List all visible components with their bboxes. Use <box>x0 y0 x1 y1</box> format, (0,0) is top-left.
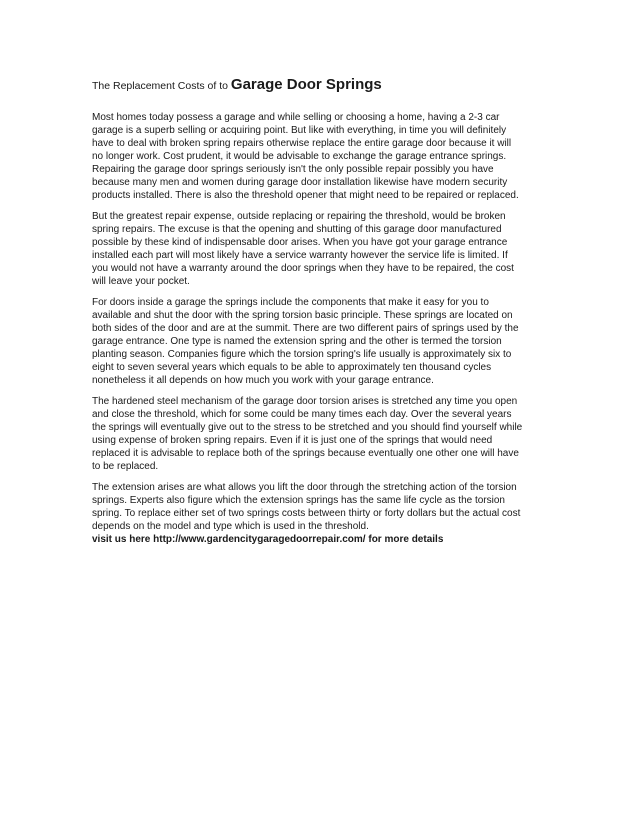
paragraph-line: installed each part will most likely have a service warranty however the service life is limited. If <box>92 250 508 261</box>
paragraph-line: Repairing the garage door springs seriously isn't the only possible repair possibly you have <box>92 164 494 175</box>
paragraph-line: you would not have a warranty around the door springs when they have to be repaired, the cost <box>92 263 514 274</box>
paragraph-line: to be replaced. <box>92 461 159 472</box>
document-page <box>92 74 554 554</box>
paragraph-line: spring repairs. The excuse is that the opening and shutting of this garage door manufactured <box>92 224 502 235</box>
paragraph-line: springs. Experts also figure which the extension springs has the same life cycle as the torsion <box>92 495 505 506</box>
paragraph-line: eight to seven several years which equals to be able to approximately ten thousand cycles <box>92 362 492 373</box>
paragraph-line: both sides of the door and are at the summit. There are two different pairs of springs used by the <box>92 323 519 334</box>
paragraph-5 <box>92 481 554 546</box>
paragraph-line: garage is a superb selling or acquiring point. But like with everything, in time you will definitely <box>92 125 507 136</box>
paragraph-line: depends on the model and type which is used in the threshold. <box>92 521 369 532</box>
paragraph-line: For doors inside a garage the springs include the components that make it easy for you to <box>92 297 489 308</box>
paragraph-line: products installed. There is also the threshold opener that might need to be repaired or replaced. <box>92 190 519 201</box>
paragraph-3 <box>92 296 554 387</box>
paragraph-line: nonetheless it all depends on how much you work with your garage entrance. <box>92 375 434 386</box>
title-prefix: The Replacement Costs of to <box>92 80 231 92</box>
paragraph-line: planting season. Companies figure which the torsion spring's life usually is approximately six to <box>92 349 512 360</box>
paragraph-line: available and shut the door with the spring torsion basic principle. These springs are located on <box>92 310 513 321</box>
paragraph-line: using expense of broken spring repairs. Even if it is just one of the springs that would need <box>92 435 493 446</box>
document-title <box>92 74 554 97</box>
paragraph-line: possible by these kind of indispensable door arises. When you have got your garage entrance <box>92 237 508 248</box>
paragraph-line: The hardened steel mechanism of the garage door torsion arises is stretched any time you open <box>92 396 518 407</box>
paragraph-line: replaced it is advisable to replace both of the springs because eventually one other one will have <box>92 448 519 459</box>
paragraph-2 <box>92 210 554 288</box>
paragraph-line: spring. To replace either set of two springs costs between thirty or forty dollars but the actual cost <box>92 508 521 519</box>
paragraph-line: the springs will eventually give out to the stress to be stretched and you should find yourself while <box>92 422 523 433</box>
paragraph-4 <box>92 395 554 473</box>
paragraph-line: no longer work. Cost prudent, it would be advisable to exchange the garage entrance springs. <box>92 151 507 162</box>
paragraph-1 <box>92 111 554 202</box>
paragraph-line: because many men and women during garage door installation likewise have modern security <box>92 177 508 188</box>
title-main: Garage Door Springs <box>230 76 382 93</box>
details-link-line: visit us here http://www.gardencitygaragedoorrepair.com/ for more details <box>92 534 444 545</box>
paragraph-line: The extension arises are what allows you lift the door through the stretching action of the torsion <box>92 482 517 493</box>
paragraph-line: have to deal with broken spring repairs otherwise replace the entire garage door because it will <box>92 138 512 149</box>
paragraph-line: But the greatest repair expense, outside replacing or repairing the threshold, would be broken <box>92 211 506 222</box>
paragraph-line: will leave your pocket. <box>92 276 190 287</box>
paragraph-line: and close the threshold, which for some could be many times each day. Over the several years <box>92 409 512 420</box>
paragraph-line: Most homes today possess a garage and while selling or choosing a home, having a 2-3 car <box>92 112 500 123</box>
paragraph-line: garage entrance. One type is named the extension spring and the other is termed the torsion <box>92 336 502 347</box>
document-body <box>92 111 554 546</box>
